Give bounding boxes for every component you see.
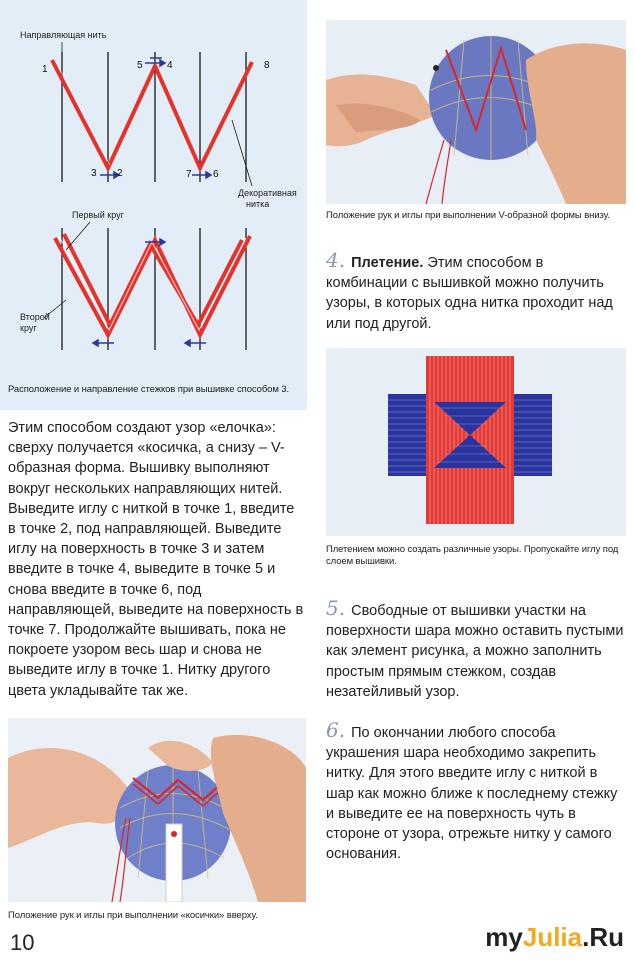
- step-4: [326, 250, 624, 334]
- page-number: 10: [10, 930, 35, 955]
- watermark-part-3: .Ru: [582, 922, 624, 952]
- label-second-circle-1: Второй: [20, 312, 50, 322]
- point-6: 6: [213, 169, 219, 180]
- photo-v-shape-bottom: [326, 20, 626, 204]
- label-first-circle: Первый круг: [72, 210, 124, 220]
- label-second-circle-2: круг: [20, 323, 37, 333]
- weave-pattern-box: [326, 348, 626, 536]
- point-2: 2: [117, 168, 123, 179]
- point-1: 1: [42, 64, 48, 75]
- photo-braid-top: [8, 718, 306, 902]
- braid-photo-caption: Положение рук и иглы при выполнении «косички» вверху.: [8, 910, 258, 921]
- step-6-number: 6.: [326, 718, 346, 742]
- step-5-text: Свободные от вышивки участки на поверхности шара можно оставить пустыми как элемент рисунка, а можно заполнить простым прямым стежком, создав незатейливый узор.: [326, 603, 624, 700]
- v-shape-photo-caption: Положение рук и иглы при выполнении V-образной формы внизу.: [326, 210, 610, 221]
- label-decor-2: нитка: [246, 199, 270, 209]
- method-3-description: Этим способом создают узор «елочка»: сверху получается «косичка, а снизу – V-образная форма. Вышивку выполняют вокруг нескольких направляющих нитей. Выведите иглу с ниткой в точке 1, введите в точке 2, под направляющей. Выведите иглу на поверхность в точке 3 и затем введите в точке 4, выведите в точке 5 и снова введите в точке 6, под направляющей, выведите на поверхность в точке 7. Продолжайте вышивать, пока не покроете узором весь шар и снова не выведите иглу в точке 1. Нитку другого цвета укладывайте так же.: [8, 420, 304, 699]
- step-4-number: 4.: [326, 248, 346, 272]
- weave-pattern-svg: [326, 348, 626, 536]
- step-6-text: По окончании любого способа украшения шара необходимо закрепить нитку. Для этого введите иглу с ниткой в шар как можно ближе к последнему стежку и выведите ее на поверхность чуть в стороне от узора, отрежьте нитку у самого основания.: [326, 725, 618, 863]
- step-5: [326, 598, 624, 702]
- point-7: 7: [186, 169, 192, 180]
- point-5: 5: [137, 60, 143, 71]
- photo-braid-illustration: [8, 718, 306, 902]
- point-4: 4: [167, 60, 173, 71]
- photo-v-shape-illustration: [326, 20, 626, 204]
- step-5-number: 5.: [326, 596, 346, 620]
- diagram-caption: Расположение и направление стежков при вышивке способом 3.: [8, 384, 290, 395]
- label-guide-thread: Направляющая нить: [20, 30, 107, 40]
- watermark-part-2: Julia: [522, 922, 583, 952]
- point-8: 8: [264, 60, 270, 71]
- stitch-diagram-svg: [0, 0, 307, 410]
- lower-zigzag-thread-2: [64, 234, 242, 325]
- weave-caption: Плетением можно создать различные узоры. Пропускайте иглу под слоем вышивки.: [326, 544, 619, 567]
- point-3: 3: [91, 168, 97, 179]
- step-6: [326, 720, 624, 864]
- step-4-title: Плетение.: [351, 255, 424, 271]
- site-watermark: [485, 922, 624, 953]
- label-decor-1: Декоративная: [238, 188, 297, 198]
- watermark-part-1: my: [485, 922, 523, 952]
- step-4-text: Этим способом в комбинации с вышивкой можно получить узоры, в которых одна нитка проходит над или под другой.: [326, 255, 613, 332]
- upper-zigzag-thread: [52, 60, 252, 168]
